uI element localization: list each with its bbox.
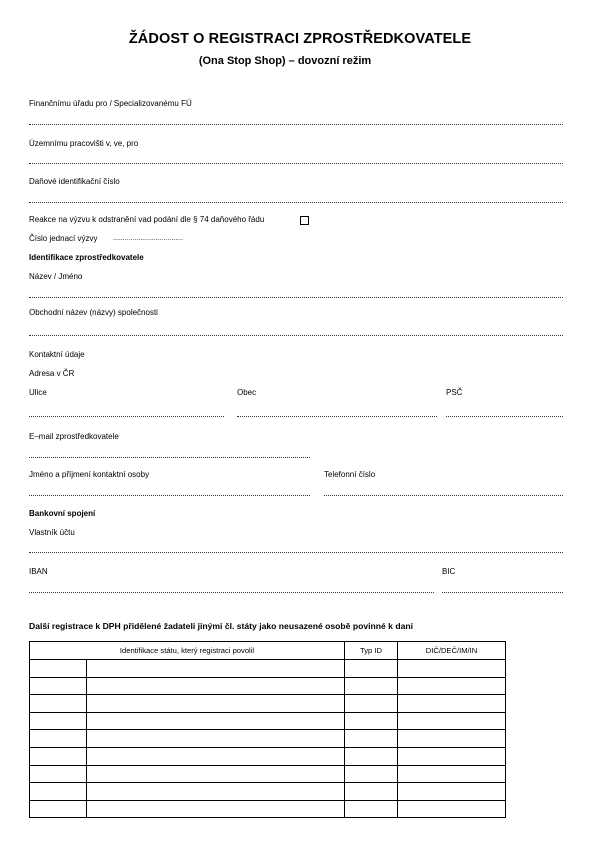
- table-cell[interactable]: [345, 712, 398, 730]
- table-cell[interactable]: [398, 695, 506, 713]
- table-row: [30, 747, 506, 765]
- table-cell[interactable]: [345, 747, 398, 765]
- iban-label: IBAN: [29, 567, 48, 576]
- table-cell[interactable]: [398, 660, 506, 678]
- telefon-field[interactable]: [324, 495, 563, 496]
- table-cell[interactable]: [87, 765, 345, 783]
- table-cell[interactable]: [30, 747, 87, 765]
- obchodni-nazev-field[interactable]: [29, 335, 563, 336]
- table-cell[interactable]: [87, 747, 345, 765]
- column-header-typ-id: Typ ID: [345, 642, 398, 660]
- column-header-stat: Identifikace státu, který registraci povolil: [30, 642, 345, 660]
- table-cell[interactable]: [398, 765, 506, 783]
- telefon-label: Telefonní číslo: [324, 470, 376, 479]
- registrace-table: [29, 641, 506, 818]
- dic-label: Daňové identifikační číslo: [29, 177, 120, 186]
- obchodni-nazev-label: Obchodní název (názvy) společnosti: [29, 308, 158, 317]
- identifikace-heading: Identifikace zprostředkovatele: [29, 253, 144, 262]
- table-cell[interactable]: [87, 800, 345, 818]
- dalsi-registrace-heading: Další registrace k DPH přidělené žadateli jinými čl. státy jako neusazené osobě povinné k dani: [29, 621, 413, 631]
- table-cell[interactable]: [30, 695, 87, 713]
- cislo-jednaci-field[interactable]: ....................................: [113, 235, 184, 242]
- bankovni-spojeni-heading: Bankovní spojení: [29, 509, 96, 518]
- table-row: [30, 660, 506, 678]
- ulice-label: Ulice: [29, 388, 47, 397]
- table-cell[interactable]: [398, 800, 506, 818]
- table-row: [30, 695, 506, 713]
- vlastnik-uctu-field[interactable]: [29, 552, 563, 553]
- nazev-field[interactable]: [29, 297, 563, 298]
- table-row: [30, 800, 506, 818]
- iban-field[interactable]: [29, 592, 434, 593]
- column-header-dic: DIČ/DEČ/IM/IN: [398, 642, 506, 660]
- table-cell[interactable]: [30, 765, 87, 783]
- table-row: [30, 730, 506, 748]
- table-cell[interactable]: [30, 660, 87, 678]
- table-cell[interactable]: [30, 783, 87, 801]
- table-cell[interactable]: [345, 730, 398, 748]
- table-cell[interactable]: [87, 712, 345, 730]
- obec-label: Obec: [237, 388, 257, 397]
- financni-urad-label: Finančnímu úřadu pro / Specializovanému FÚ: [29, 99, 192, 108]
- obec-field[interactable]: [237, 416, 437, 417]
- nazev-label: Název / Jméno: [29, 272, 83, 281]
- dic-field[interactable]: [29, 202, 563, 203]
- table-cell[interactable]: [398, 747, 506, 765]
- bic-field[interactable]: [442, 592, 563, 593]
- uzemni-pracoviste-label: Územnímu pracovišti v, ve, pro: [29, 139, 139, 148]
- email-field[interactable]: [29, 457, 310, 458]
- table-cell[interactable]: [345, 660, 398, 678]
- table-cell[interactable]: [345, 800, 398, 818]
- cislo-jednaci-label: Číslo jednací výzvy: [29, 234, 98, 243]
- kontaktni-osoba-label: Jméno a příjmení kontaktní osoby: [29, 470, 150, 479]
- form-subtitle: (Ona Stop Shop) – dovozní režim: [198, 55, 372, 67]
- table-cell[interactable]: [345, 783, 398, 801]
- form-title: ŽÁDOST O REGISTRACI ZPROSTŘEDKOVATELE: [128, 31, 472, 47]
- vlastnik-uctu-label: Vlastník účtu: [29, 528, 75, 537]
- table-cell[interactable]: [345, 695, 398, 713]
- ulice-field[interactable]: [29, 416, 224, 417]
- table-cell[interactable]: [30, 730, 87, 748]
- table-row: [30, 677, 506, 695]
- table-cell[interactable]: [87, 695, 345, 713]
- kontaktni-udaje-label: Kontaktní údaje: [29, 350, 85, 359]
- table-cell[interactable]: [87, 660, 345, 678]
- reakce-checkbox[interactable]: [300, 216, 309, 225]
- table-cell[interactable]: [345, 677, 398, 695]
- table-cell[interactable]: [30, 800, 87, 818]
- table-cell[interactable]: [87, 783, 345, 801]
- table-row: [30, 783, 506, 801]
- email-label: E–mail zprostředkovatele: [29, 432, 119, 441]
- table-header-row: [30, 642, 506, 660]
- financni-urad-field[interactable]: [29, 124, 563, 125]
- table-row: [30, 712, 506, 730]
- table-cell[interactable]: [87, 677, 345, 695]
- table-cell[interactable]: [398, 730, 506, 748]
- adresa-label: Adresa v ČR: [29, 369, 75, 378]
- table-cell[interactable]: [398, 677, 506, 695]
- uzemni-pracoviste-field[interactable]: [29, 163, 563, 164]
- bic-label: BIC: [442, 567, 456, 576]
- psc-field[interactable]: [446, 416, 563, 417]
- table-cell[interactable]: [345, 765, 398, 783]
- reakce-label: Reakce na výzvu k odstranění vad podání dle § 74 daňového řádu: [29, 215, 265, 224]
- kontaktni-osoba-field[interactable]: [29, 495, 310, 496]
- table-cell[interactable]: [398, 783, 506, 801]
- table-cell[interactable]: [398, 712, 506, 730]
- psc-label: PSČ: [446, 388, 463, 397]
- table-cell[interactable]: [30, 712, 87, 730]
- table-cell[interactable]: [87, 730, 345, 748]
- table-row: [30, 765, 506, 783]
- table-cell[interactable]: [30, 677, 87, 695]
